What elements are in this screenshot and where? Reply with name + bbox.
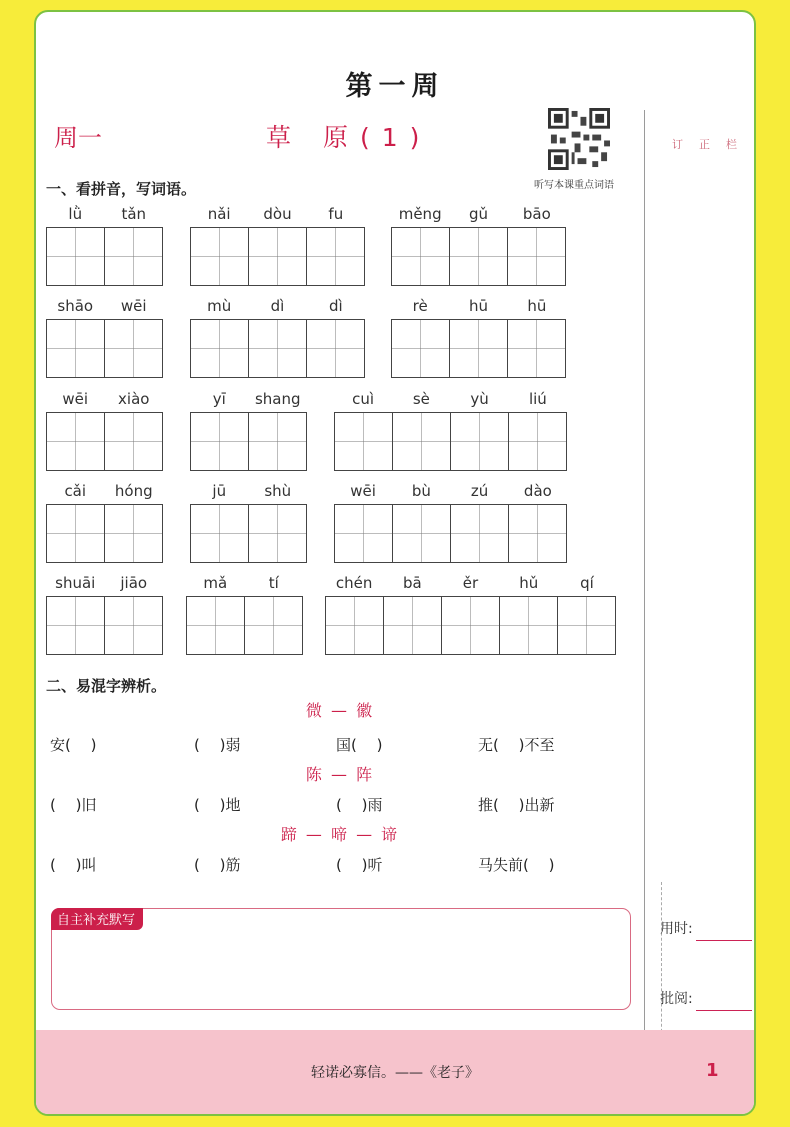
pinyin-label: tǎn — [121, 205, 147, 223]
fill-blank-item[interactable]: ( )旧 — [50, 796, 97, 814]
pinyin-label: yù — [470, 390, 489, 408]
pinyin-row — [391, 297, 566, 319]
pinyin-label: mù — [207, 297, 232, 315]
tianzige-row — [190, 504, 307, 563]
section2-heading: 二、易混字辨析。 — [46, 677, 167, 695]
word-group — [190, 390, 307, 471]
word-group — [46, 574, 163, 655]
pinyin-label: wēi — [350, 482, 376, 500]
word-group — [190, 205, 365, 286]
pinyin-label: wēi — [120, 297, 147, 315]
tianzige-row — [190, 319, 365, 378]
pinyin-label: bā — [402, 574, 422, 592]
fill-blank-item[interactable]: 推( )出新 — [478, 796, 555, 814]
pinyin-label: jiāo — [120, 574, 148, 592]
writing-cell[interactable] — [191, 505, 249, 562]
word-group — [46, 390, 163, 471]
qr-code-icon[interactable] — [548, 108, 610, 170]
pinyin-label: yī — [212, 390, 226, 408]
writing-cell[interactable] — [191, 228, 249, 285]
writing-cell[interactable] — [249, 505, 307, 562]
word-group — [325, 574, 616, 655]
pinyin-label: liú — [528, 390, 547, 408]
tianzige-row — [391, 319, 566, 378]
pinyin-label: hóng — [114, 482, 153, 500]
footer-quote: 轻诺必寡信。——《老子》 — [311, 1065, 479, 1081]
writing-cell[interactable] — [307, 228, 365, 285]
writing-cell[interactable] — [335, 505, 393, 562]
confuse-pair-heading: 蹄 — 啼 — 谛 — [280, 825, 400, 844]
writing-cell[interactable] — [105, 320, 163, 377]
pinyin-label: sè — [412, 390, 430, 408]
pinyin-label: hū — [468, 297, 488, 315]
worksheet-page — [34, 10, 756, 1116]
fill-blank-item[interactable]: ( )叫 — [50, 856, 97, 874]
tianzige-row — [46, 504, 163, 563]
writing-cell[interactable] — [47, 505, 105, 562]
pinyin-row — [190, 297, 365, 319]
pinyin-label: nǎi — [207, 205, 231, 223]
pinyin-label: dòu — [263, 205, 292, 223]
word-group — [334, 390, 567, 471]
word-group — [334, 482, 567, 563]
pinyin-label: bāo — [522, 205, 551, 223]
word-group — [190, 482, 307, 563]
writing-cell[interactable] — [307, 320, 365, 377]
review-label: 批阅: — [660, 991, 693, 1007]
tianzige-row — [334, 412, 567, 471]
word-group — [391, 205, 566, 286]
pinyin-label: dì — [328, 297, 343, 315]
pinyin-label: shuāi — [55, 574, 96, 592]
tianzige-row — [186, 596, 303, 655]
day-label: 周一 — [54, 124, 102, 152]
pinyin-label: lǜ — [68, 205, 83, 223]
writing-cell[interactable] — [509, 413, 567, 470]
fill-blank-item[interactable]: ( )筋 — [194, 856, 241, 874]
pinyin-label: ěr — [462, 574, 479, 592]
word-group — [186, 574, 303, 655]
pinyin-label: wēi — [62, 390, 89, 408]
time-line[interactable] — [696, 940, 752, 941]
margin-divider — [644, 110, 645, 1040]
pinyin-label: tí — [268, 574, 279, 592]
pinyin-label: gǔ — [468, 205, 488, 223]
pinyin-label: hū — [527, 297, 547, 315]
pinyin-row — [46, 482, 163, 504]
tianzige-row — [46, 227, 163, 286]
pinyin-row — [325, 574, 616, 596]
writing-cell[interactable] — [326, 597, 384, 654]
fill-blank-item[interactable]: ( )听 — [336, 856, 383, 874]
tianzige-row — [46, 319, 163, 378]
supplement-label: 自主补充默写 — [51, 908, 143, 930]
writing-cell[interactable] — [47, 320, 105, 377]
writing-cell[interactable] — [450, 320, 508, 377]
writing-cell[interactable] — [384, 597, 442, 654]
pinyin-row — [186, 574, 303, 596]
word-group — [46, 482, 163, 563]
pinyin-label: bù — [411, 482, 431, 500]
tianzige-row — [46, 596, 163, 655]
writing-cell[interactable] — [191, 413, 249, 470]
fill-blank-item[interactable]: 国( ) — [336, 736, 383, 754]
time-label: 用时: — [660, 921, 693, 937]
pinyin-label: rè — [412, 297, 428, 315]
writing-cell[interactable] — [249, 413, 307, 470]
pinyin-label: shang — [254, 390, 301, 408]
writing-cell[interactable] — [105, 597, 163, 654]
pinyin-label: dào — [523, 482, 552, 500]
pinyin-row — [190, 390, 307, 412]
section1-heading: 一、看拼音，写词语。 — [46, 180, 197, 198]
pinyin-label: mǎ — [203, 574, 228, 592]
writing-cell[interactable] — [500, 597, 558, 654]
pinyin-row — [46, 205, 163, 227]
writing-cell[interactable] — [187, 597, 245, 654]
pinyin-row — [391, 205, 566, 227]
word-group — [46, 297, 163, 378]
writing-cell[interactable] — [393, 413, 451, 470]
fill-blank-item[interactable]: ( )雨 — [336, 796, 383, 814]
pinyin-label: shù — [264, 482, 292, 500]
writing-cell[interactable] — [249, 320, 307, 377]
tianzige-row — [190, 227, 365, 286]
pinyin-label: měng — [398, 205, 442, 223]
pinyin-label: jū — [212, 482, 227, 500]
tianzige-row — [391, 227, 566, 286]
tianzige-row — [46, 412, 163, 471]
pinyin-row — [334, 390, 567, 412]
word-group — [46, 205, 163, 286]
writing-cell[interactable] — [509, 505, 567, 562]
page-title: 第一周 — [345, 71, 445, 102]
pinyin-label: hǔ — [519, 574, 539, 592]
writing-cell[interactable] — [47, 597, 105, 654]
writing-cell[interactable] — [508, 320, 566, 377]
pinyin-label: cǎi — [64, 482, 87, 500]
pinyin-row — [190, 205, 365, 227]
writing-cell[interactable] — [508, 228, 566, 285]
writing-cell[interactable] — [47, 228, 105, 285]
fill-blank-item[interactable]: ( )弱 — [194, 736, 241, 754]
pinyin-label: chén — [335, 574, 373, 592]
writing-cell[interactable] — [105, 228, 163, 285]
pinyin-row — [46, 390, 163, 412]
pinyin-label: shāo — [57, 297, 94, 315]
writing-cell[interactable] — [249, 228, 307, 285]
writing-cell[interactable] — [335, 413, 393, 470]
writing-cell[interactable] — [191, 320, 249, 377]
writing-cell[interactable] — [245, 597, 303, 654]
writing-cell[interactable] — [450, 228, 508, 285]
pinyin-label: zú — [470, 482, 489, 500]
pinyin-label: dì — [270, 297, 285, 315]
pinyin-label: cuì — [352, 390, 375, 408]
page-number: 1 — [706, 1060, 719, 1081]
fill-blank-item[interactable]: 安( ) — [50, 736, 97, 754]
confuse-pair-heading: 微 — 徽 — [305, 701, 375, 720]
pinyin-label: fu — [328, 205, 344, 223]
pinyin-row — [46, 574, 163, 596]
margin-dashed-divider — [661, 882, 662, 1042]
pinyin-label: xiào — [118, 390, 150, 408]
correction-column-title: 订正栏 — [672, 138, 753, 151]
writing-cell[interactable] — [392, 320, 450, 377]
tianzige-row — [334, 504, 567, 563]
tianzige-row — [325, 596, 616, 655]
pinyin-row — [46, 297, 163, 319]
fill-blank-item[interactable]: 马失前( ) — [478, 856, 555, 874]
fill-blank-item[interactable]: 无( )不至 — [478, 736, 555, 754]
writing-cell[interactable] — [442, 597, 500, 654]
writing-cell[interactable] — [451, 505, 509, 562]
writing-cell[interactable] — [105, 505, 163, 562]
writing-cell[interactable] — [393, 505, 451, 562]
pinyin-row — [334, 482, 567, 504]
lesson-title: 草 原(1) — [266, 123, 432, 152]
qr-caption: 听写本课重点词语 — [534, 180, 614, 191]
word-group — [391, 297, 566, 378]
writing-cell[interactable] — [451, 413, 509, 470]
writing-cell[interactable] — [392, 228, 450, 285]
word-group — [190, 297, 365, 378]
writing-cell[interactable] — [47, 413, 105, 470]
pinyin-row — [190, 482, 307, 504]
confuse-pair-heading: 陈 — 阵 — [305, 765, 375, 784]
pinyin-label: qí — [580, 574, 594, 592]
fill-blank-item[interactable]: ( )地 — [194, 796, 241, 814]
tianzige-row — [190, 412, 307, 471]
writing-cell[interactable] — [558, 597, 616, 654]
writing-cell[interactable] — [105, 413, 163, 470]
review-line[interactable] — [696, 1010, 752, 1011]
